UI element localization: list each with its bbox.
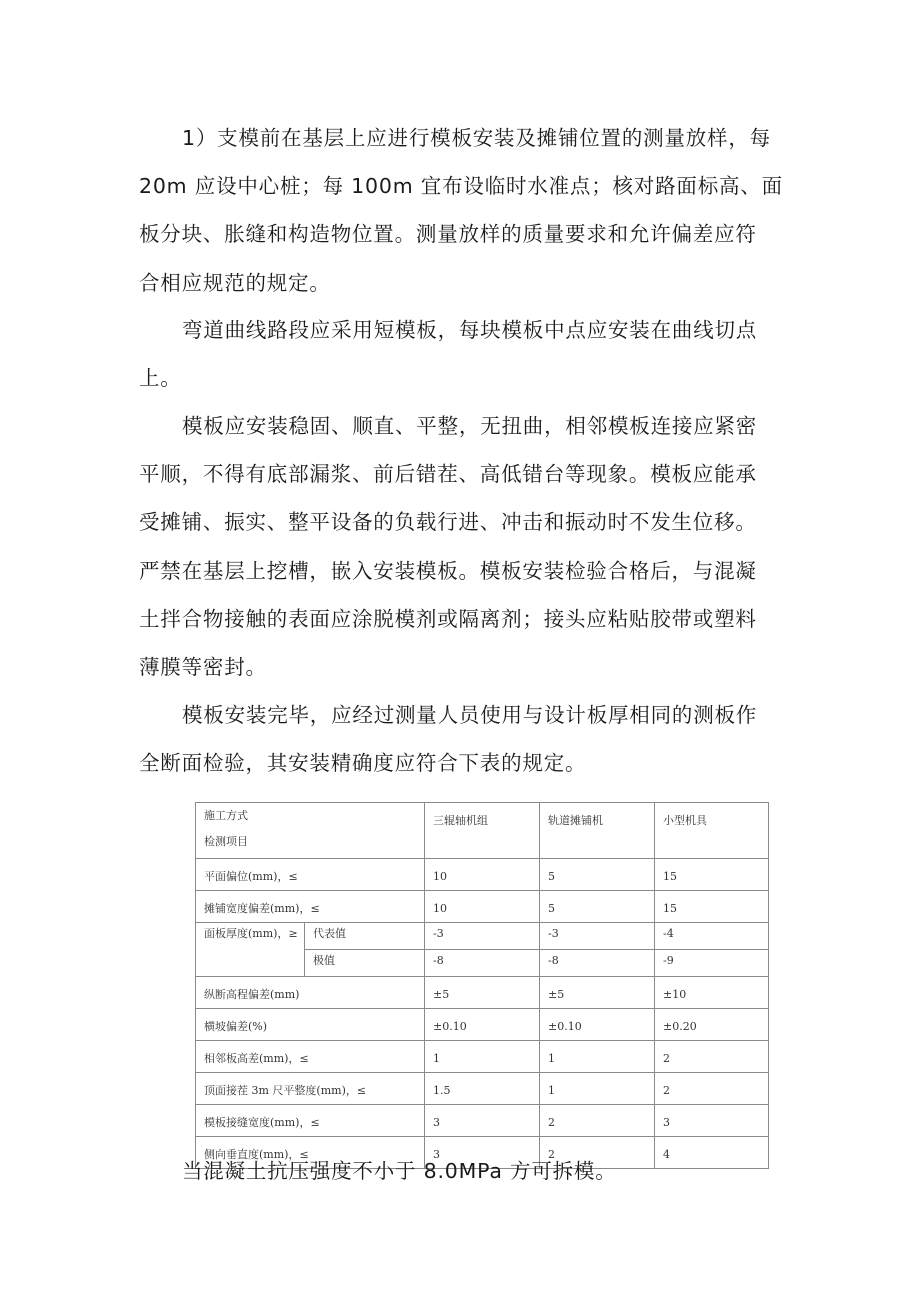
text-line: 当混凝土抗压强度不小于 8.0MPa 方可拆模。 [182, 1159, 617, 1183]
row-item: 侧向垂直度(mm)，≤ [196, 1137, 425, 1169]
paragraph-formwork-removal [139, 1147, 789, 1195]
row-value: ±10 [655, 977, 769, 1009]
paragraph-formwork-survey [139, 114, 789, 307]
paragraph-formwork-inspection [139, 691, 789, 787]
text-line: 全断面检验，其安装精确度应符合下表的规定。 [139, 751, 587, 776]
row-value: -4 [655, 923, 769, 950]
row-value: 2 [540, 1137, 655, 1169]
row-subitem: 代表值 [305, 923, 425, 950]
header-construction-method: 施工方式 [204, 809, 248, 822]
table-row [196, 1105, 769, 1137]
text-line: 上。 [139, 366, 182, 391]
header-three-roller: 三辊轴机组 [425, 803, 540, 859]
text-line: 模板安装完毕，应经过测量人员使用与设计板厚相同的测板作 [182, 703, 758, 727]
row-value: 15 [655, 891, 769, 923]
text-line: 合相应规范的规定。 [139, 270, 331, 295]
row-value: 5 [540, 859, 655, 891]
row-value: 3 [655, 1105, 769, 1137]
row-value: 2 [655, 1073, 769, 1105]
row-value: 1 [540, 1041, 655, 1073]
row-value: 10 [425, 891, 540, 923]
table-row [196, 1041, 769, 1073]
row-value: ±5 [425, 977, 540, 1009]
text-line: 土拌合物接触的表面应涂脱模剂或隔离剂；接头应粘贴胶带或塑料 [139, 606, 757, 631]
row-value: 2 [655, 1041, 769, 1073]
text-line: 薄膜等密封。 [139, 655, 267, 680]
text-line: 严禁在基层上挖槽，嵌入安装模板。模板安装检验合格后，与混凝 [139, 558, 757, 583]
text-line: 1）支模前在基层上应进行模板安装及摊铺位置的测量放样，每 [182, 126, 771, 150]
row-value: 10 [425, 859, 540, 891]
row-value: -9 [655, 950, 769, 977]
table-row [196, 859, 769, 891]
row-value: ±5 [540, 977, 655, 1009]
row-value: 3 [425, 1137, 540, 1169]
row-value: -8 [540, 950, 655, 977]
table-row [196, 1073, 769, 1105]
row-value: 3 [425, 1105, 540, 1137]
header-rail-paver: 轨道摊铺机 [540, 803, 655, 859]
row-value: 1 [540, 1073, 655, 1105]
text-line: 20m 应设中心桩；每 100m 宜布设临时水准点；核对路面标高、面 [139, 174, 783, 199]
paragraph-curve-formwork [139, 306, 789, 402]
table-row [196, 891, 769, 923]
table-row [196, 1009, 769, 1041]
row-item-slab-thickness: 面板厚度(mm)，≥ [196, 923, 305, 977]
row-item: 模板接缝宽度(mm)，≤ [196, 1105, 425, 1137]
row-item: 平面偏位(mm)，≤ [196, 859, 425, 891]
row-value: 5 [540, 891, 655, 923]
table-row [196, 923, 769, 950]
row-value: 1 [425, 1041, 540, 1073]
row-item: 摊铺宽度偏差(mm)，≤ [196, 891, 425, 923]
row-value: -3 [425, 923, 540, 950]
formwork-tolerance-table [195, 802, 769, 1169]
row-value: 15 [655, 859, 769, 891]
row-value: -8 [425, 950, 540, 977]
header-cell-item [196, 803, 425, 859]
table-header-row [196, 803, 769, 859]
row-item: 横坡偏差(%) [196, 1009, 425, 1041]
row-subitem: 极值 [305, 950, 425, 977]
row-value: 4 [655, 1137, 769, 1169]
paragraph-formwork-installation [139, 402, 789, 691]
row-value: 1.5 [425, 1073, 540, 1105]
row-item: 顶面接茬 3m 尺平整度(mm)，≤ [196, 1073, 425, 1105]
row-value: 2 [540, 1105, 655, 1137]
text-line: 弯道曲线路段应采用短模板，每块模板中点应安装在曲线切点 [182, 318, 758, 342]
text-line: 板分块、胀缝和构造物位置。测量放样的质量要求和允许偏差应符 [139, 222, 757, 247]
row-value: ±0.10 [540, 1009, 655, 1041]
text-line: 平顺，不得有底部漏浆、前后错茬、高低错台等现象。模板应能承 [139, 462, 757, 487]
table-row [196, 977, 769, 1009]
text-line: 模板应安装稳固、顺直、平整，无扭曲，相邻模板连接应紧密 [182, 414, 758, 438]
row-value: ±0.10 [425, 1009, 540, 1041]
row-value: ±0.20 [655, 1009, 769, 1041]
text-line: 受摊铺、振实、整平设备的负载行进、冲击和振动时不发生位移。 [139, 510, 757, 535]
row-item: 纵断高程偏差(mm) [196, 977, 425, 1009]
header-inspection-item: 检测项目 [204, 835, 248, 848]
header-small-equipment: 小型机具 [655, 803, 769, 859]
row-value: -3 [540, 923, 655, 950]
row-item: 相邻板高差(mm)，≤ [196, 1041, 425, 1073]
